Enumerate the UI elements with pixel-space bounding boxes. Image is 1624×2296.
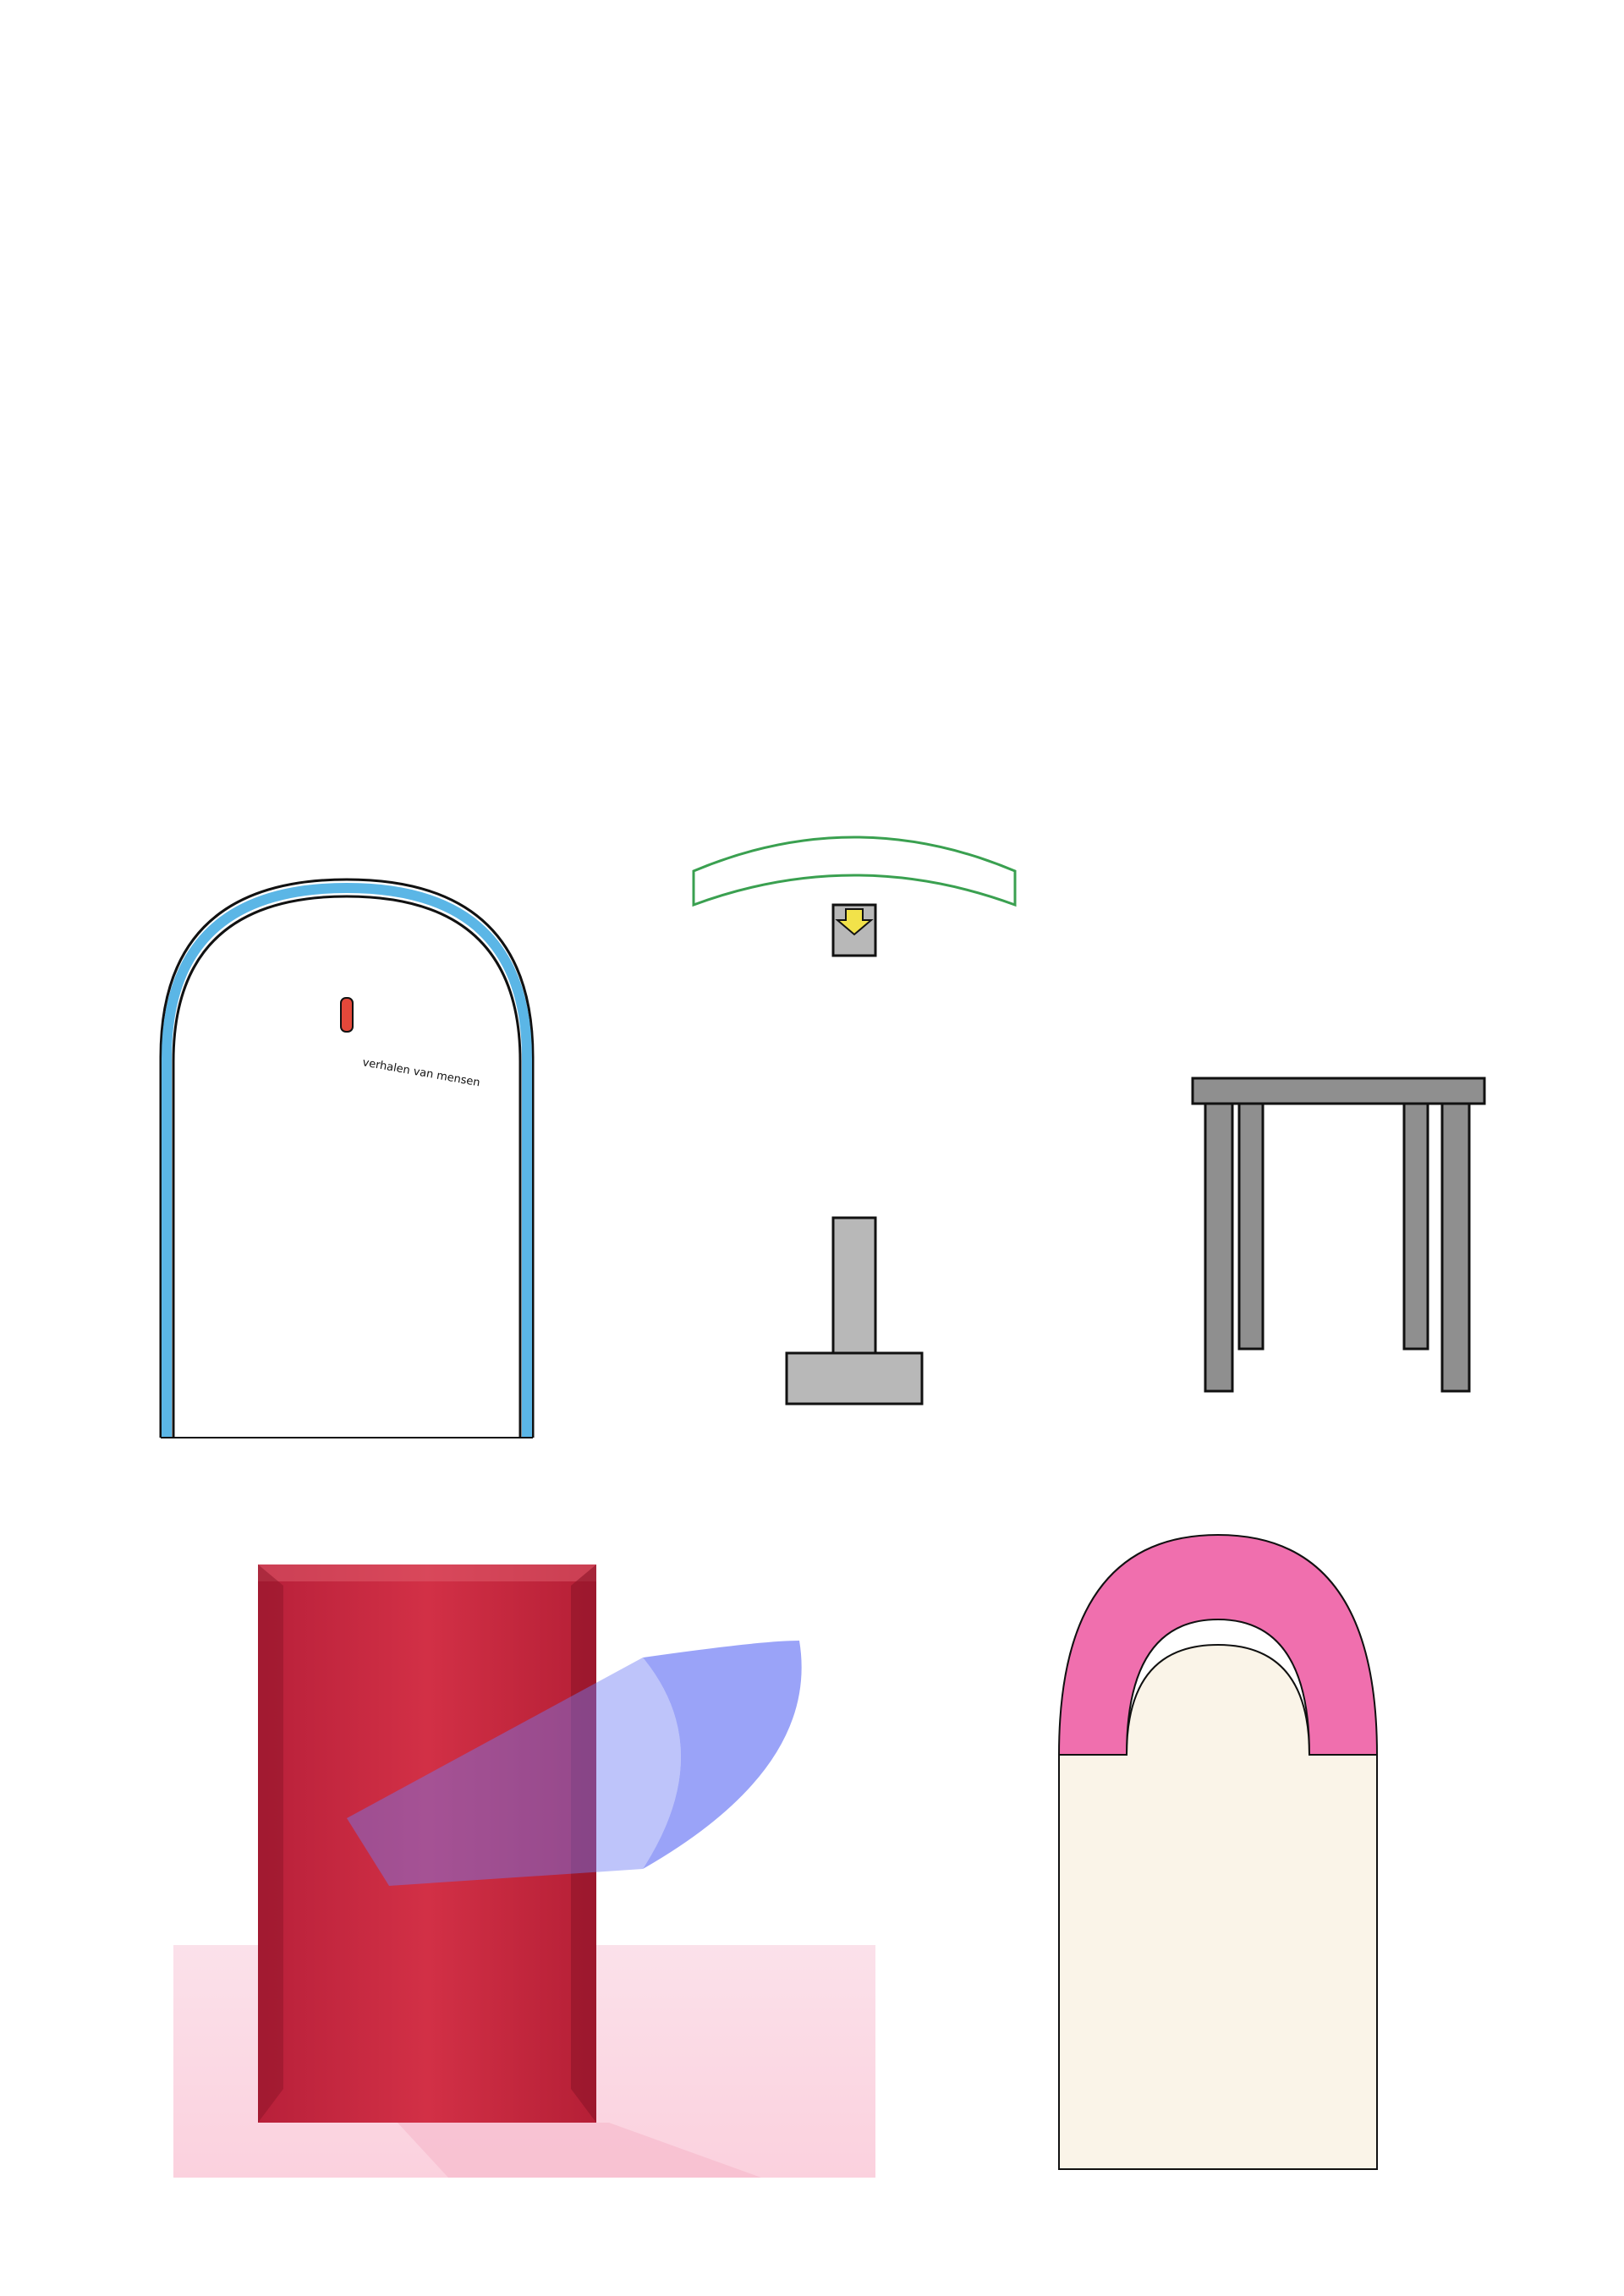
render1-panel-text (671, 1674, 746, 1688)
sketch-wheel-stand (677, 820, 1032, 1429)
sketch1-slice-note: verhalen van mensen (361, 1056, 481, 1090)
sketch-card-table (1142, 825, 1506, 1442)
render-onfortuin (1049, 1518, 1387, 2178)
render-red-door (169, 1539, 880, 2182)
sketch-arch-wheel (135, 846, 558, 1446)
